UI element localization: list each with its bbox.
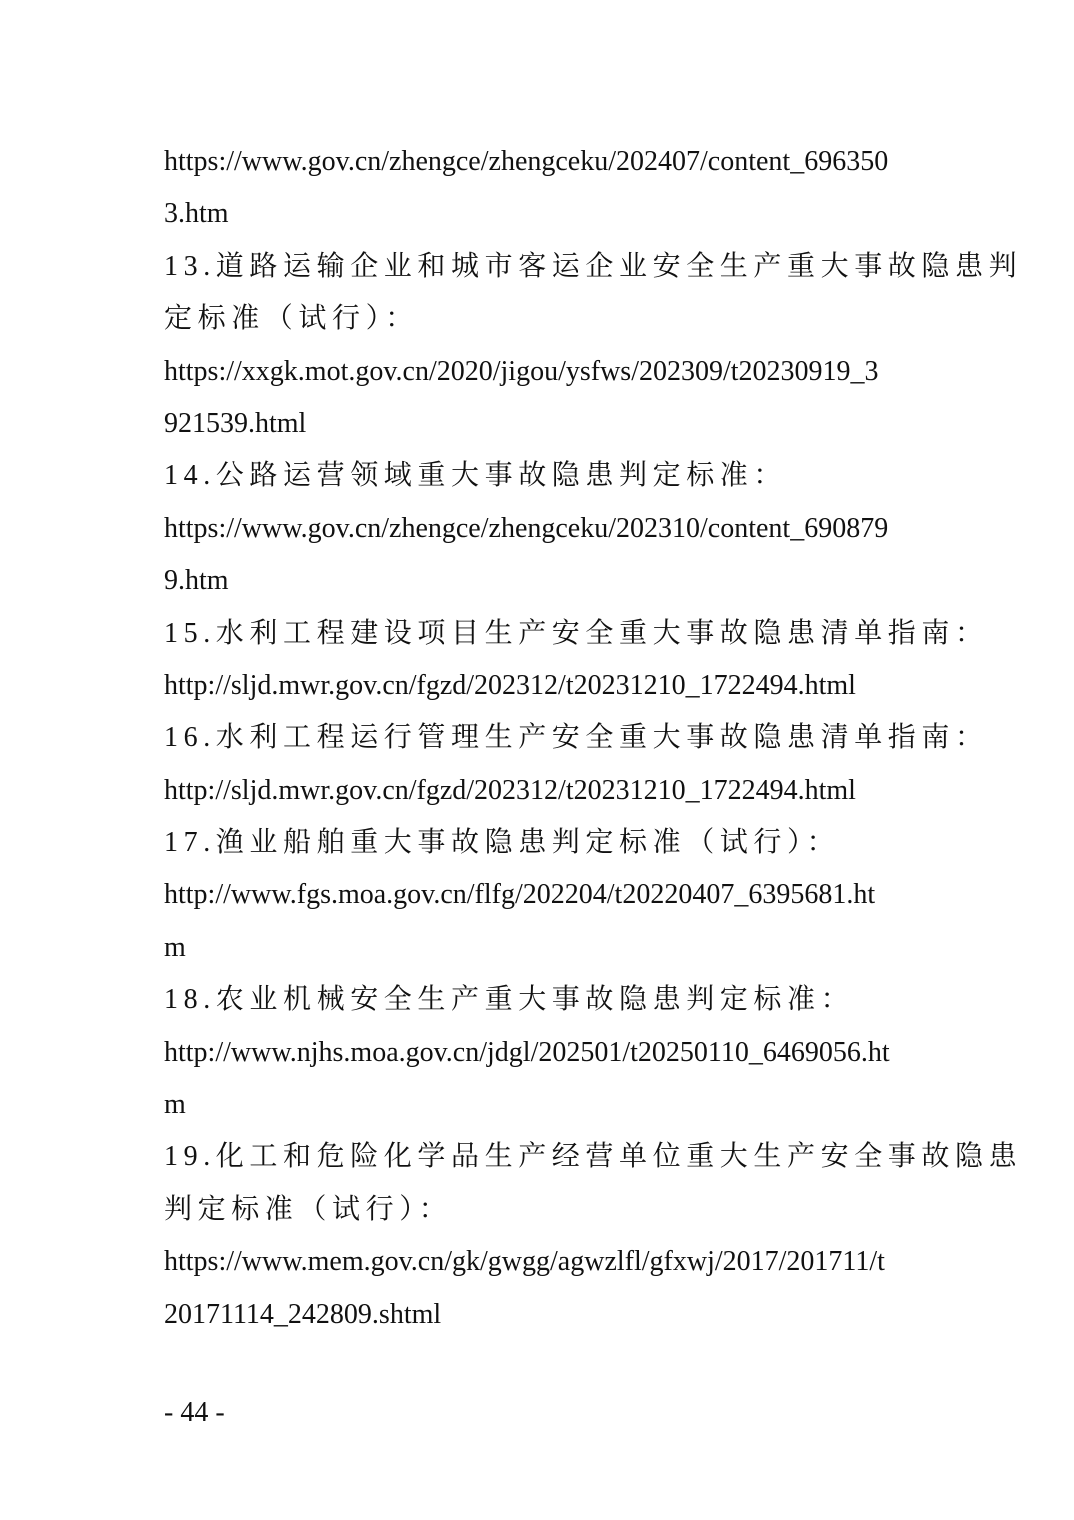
url-line: m: [164, 931, 186, 963]
url-line: http://sljd.mwr.gov.cn/fgzd/202312/t20231210_1722494.html: [164, 669, 856, 701]
url-line: http://www.njhs.moa.gov.cn/jdgl/202501/t20250110_6469056.ht: [164, 1036, 890, 1068]
url-line: 9.htm: [164, 565, 229, 597]
url-line: https://www.mem.gov.cn/gk/gwgg/agwzlfl/gfxwj/2017/201711/t: [164, 1246, 885, 1278]
list-item-title: 19.化工和危险化学品生产经营单位重大生产安全事故隐患: [164, 1141, 1023, 1173]
url-line: http://sljd.mwr.gov.cn/fgzd/202312/t20231210_1722494.html: [164, 774, 856, 806]
list-item-title: 14.公路运营领域重大事故隐患判定标准：: [164, 460, 788, 492]
url-line: http://www.fgs.moa.gov.cn/flfg/202204/t20220407_6395681.ht: [164, 879, 876, 911]
url-line: m: [164, 1089, 186, 1121]
url-line: https://www.gov.cn/zhengce/zhengceku/202407/content_696350: [164, 146, 889, 177]
list-item-title: 定标准（试行）：: [164, 303, 419, 335]
url-line: https://xxgk.mot.gov.cn/2020/jigou/ysfws/202309/t20230919_3: [164, 355, 879, 387]
url-line: 3.htm: [164, 198, 229, 230]
list-item-title: 17.渔业船舶重大事故隐患判定标准（试行）：: [164, 827, 841, 859]
list-item-title: 13.道路运输企业和城市客运企业安全生产重大事故隐患判: [164, 250, 1023, 282]
url-line: 20171114_242809.shtml: [164, 1298, 442, 1330]
list-item-title: 16.水利工程运行管理生产安全重大事故隐患清单指南：: [164, 722, 989, 754]
list-item-title: 15.水利工程建设项目生产安全重大事故隐患清单指南：: [164, 617, 989, 649]
url-line: 921539.html: [164, 407, 307, 439]
list-item-title: 判定标准（试行）：: [164, 1193, 453, 1225]
page-number: - 44 -: [164, 1397, 225, 1428]
list-item-title: 18.农业机械安全生产重大事故隐患判定标准：: [164, 984, 855, 1016]
url-line: https://www.gov.cn/zhengce/zhengceku/202310/content_690879: [164, 512, 889, 544]
document-body: [164, 136, 1023, 1341]
